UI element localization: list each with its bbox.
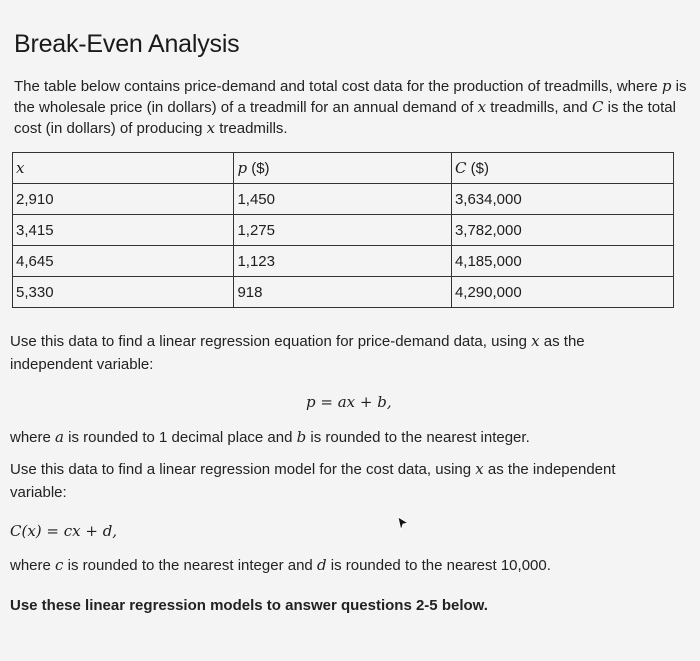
- cell-p: 918: [234, 277, 452, 308]
- cell-c: 3,782,000: [451, 215, 673, 246]
- table-row: [13, 246, 674, 277]
- cost-equation: C(x) = cx + d,: [10, 522, 118, 540]
- cell-x: 2,910: [13, 184, 234, 215]
- cell-x: 4,645: [13, 246, 234, 277]
- rounding-note-price: where a is rounded to 1 decimal place and b is rounded to the nearest integer.: [10, 428, 530, 446]
- cell-p: 1,450: [234, 184, 452, 215]
- table-row: [13, 215, 674, 246]
- header-x: x: [13, 153, 234, 184]
- cell-c: 3,634,000: [451, 184, 673, 215]
- header-p: p ($): [234, 153, 452, 184]
- rounding-note-cost: where c is rounded to the nearest integer and d is rounded to the nearest 10,000.: [10, 556, 551, 574]
- final-instruction: Use these linear regression models to answer questions 2-5 below.: [10, 597, 488, 614]
- cell-c: 4,290,000: [451, 277, 673, 308]
- cell-x: 3,415: [13, 215, 234, 246]
- table-row: [13, 184, 674, 215]
- page-title: Break-Even Analysis: [14, 30, 240, 58]
- header-c: C ($): [451, 153, 673, 184]
- table-header-row: [13, 153, 674, 184]
- table-row: [13, 277, 674, 308]
- cell-p: 1,275: [234, 215, 452, 246]
- var-p: p: [661, 77, 672, 95]
- price-demand-instruction: Use this data to find a linear regression equation for price-demand data, using x as the independent variable:: [10, 332, 585, 373]
- mouse-pointer-icon: [396, 516, 410, 532]
- price-demand-equation: p = ax + b,: [306, 393, 392, 411]
- data-table: [12, 152, 674, 308]
- intro-paragraph: The table below contains price-demand and total cost data for the production of treadmills, where p is the wholesale price (in dollars) of a treadmill for an annual demand of x treadmills, and C is the total cost (in dollars) of producing x treadmills.: [14, 77, 687, 137]
- var-C: C: [591, 98, 604, 116]
- var-x: x: [206, 119, 216, 137]
- var-x: x: [477, 98, 487, 116]
- cell-p: 1,123: [234, 246, 452, 277]
- cell-c: 4,185,000: [451, 246, 673, 277]
- cell-x: 5,330: [13, 277, 234, 308]
- cost-instruction: Use this data to find a linear regression model for the cost data, using x as the independent variable:: [10, 460, 616, 501]
